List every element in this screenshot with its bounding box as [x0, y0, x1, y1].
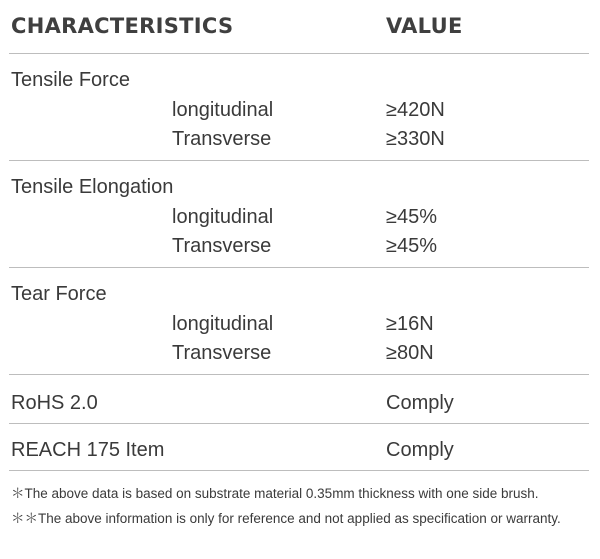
footnote-disclaimer: ＊＊The above information is only for reference and not applied as specification or warranty. [11, 511, 561, 526]
table-header [0, 14, 600, 44]
row-divider [9, 423, 589, 424]
row-value: ≥16N [386, 313, 434, 335]
header-characteristics: CHARACTERISTICS [11, 14, 234, 38]
row-direction: longitudinal [172, 206, 274, 228]
compliance-label: REACH 175 Item [11, 439, 165, 461]
group-label: Tensile Elongation [11, 176, 174, 198]
compliance-label: RoHS 2.0 [11, 392, 98, 414]
header-divider [9, 53, 589, 54]
table-bottom-divider [9, 470, 589, 471]
group-label: Tear Force [11, 283, 107, 305]
row-direction: longitudinal [172, 313, 274, 335]
row-value: ≥80N [386, 342, 434, 364]
header-value: VALUE [386, 14, 463, 38]
row-value: ≥330N [386, 128, 445, 150]
row-value: ≥45% [386, 235, 438, 257]
row-direction: Transverse [172, 128, 272, 150]
group-divider [9, 160, 589, 161]
row-direction: longitudinal [172, 99, 274, 121]
compliance-value: Comply [386, 392, 454, 414]
group-label: Tensile Force [11, 69, 130, 91]
row-value: ≥420N [386, 99, 445, 121]
group-divider [9, 267, 589, 268]
row-direction: Transverse [172, 235, 272, 257]
compliance-value: Comply [386, 439, 454, 461]
footnote-substrate: ＊The above data is based on substrate material 0.35mm thickness with one side brush. [11, 486, 539, 501]
row-direction: Transverse [172, 342, 272, 364]
row-value: ≥45% [386, 206, 438, 228]
group-divider [9, 374, 589, 375]
